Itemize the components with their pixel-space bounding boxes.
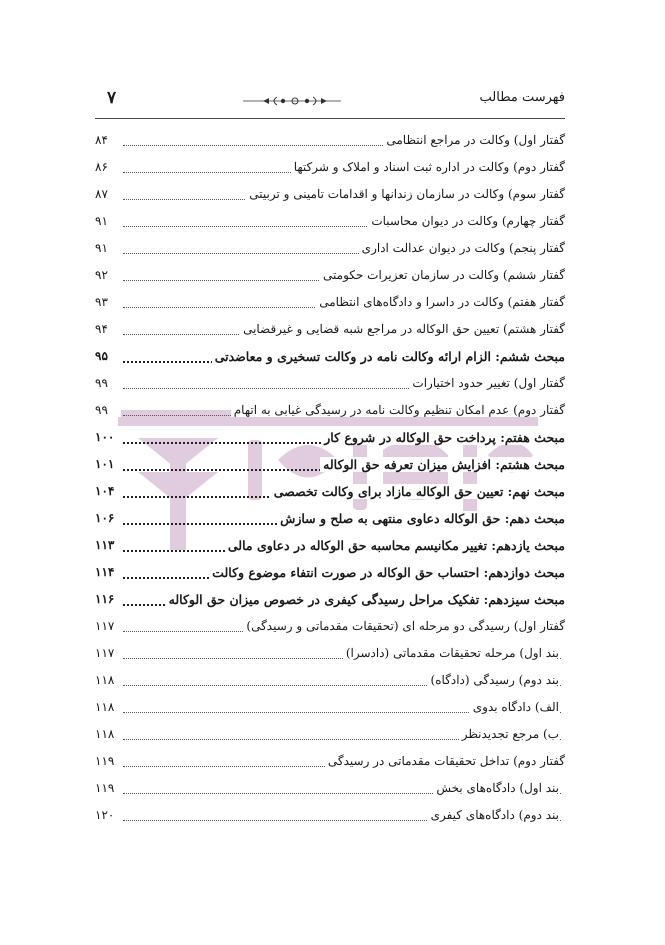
entry-title: گفتار هشتم) تعیین حق الوکاله در مراجع شبه قضایی و غیرقضایی — [240, 322, 565, 336]
entry-page-number: ۱۱۳ — [95, 538, 121, 552]
entry-title: الف) دادگاه بدوی — [470, 700, 559, 714]
header-rule — [95, 118, 565, 119]
entry-page-number: ۱۱۷ — [95, 619, 121, 633]
page-number: ۷ — [107, 88, 117, 108]
toc-entry — [95, 209, 565, 236]
entry-page-number: ۸۷ — [95, 187, 121, 201]
entry-page-number: ۱۰۱ — [95, 457, 121, 471]
page-header — [95, 88, 565, 114]
entry-title: گفتار ششم) وکالت در سازمان تعزیرات حکومتی — [320, 268, 565, 282]
toc-entry — [95, 317, 565, 344]
toc-entry — [95, 398, 565, 425]
entry-title: بند دوم) رسیدگی (دادگاه) — [428, 673, 559, 687]
toc-entry — [95, 587, 565, 614]
entry-page-number: ۱۱۹ — [95, 754, 121, 768]
toc-entry — [95, 641, 565, 668]
toc-entry — [95, 344, 565, 371]
entry-title: گفتار پنجم) وکالت در دیوان عدالت اداری — [359, 241, 565, 255]
entry-page-number: ۱۱۶ — [95, 592, 121, 606]
ornament-divider — [243, 94, 341, 108]
entry-title: گفتار اول) رسیدگی دو مرحله ای (تحقیقات مقدماتی و رسیدگی) — [243, 619, 565, 633]
table-of-contents — [95, 128, 565, 830]
entry-page-number: ۹۹ — [95, 376, 121, 390]
toc-entry — [95, 155, 565, 182]
entry-page-number: ۹۵ — [95, 349, 121, 363]
toc-entry — [95, 290, 565, 317]
toc-entry — [95, 263, 565, 290]
toc-entry — [95, 749, 565, 776]
entry-title: گفتار دوم) عدم امکان تنظیم وکالت نامه در رسیدگی غیابی به اتهام — [231, 403, 565, 417]
toc-entry — [95, 236, 565, 263]
entry-page-number: ۱۱۸ — [95, 700, 121, 714]
entry-page-number: ۱۱۹ — [95, 781, 121, 795]
toc-entry — [95, 506, 565, 533]
toc-entry — [95, 371, 565, 398]
entry-page-number: ۱۱۸ — [95, 673, 121, 687]
entry-page-number: ۹۹ — [95, 403, 121, 417]
entry-page-number: ۸۴ — [95, 133, 121, 147]
entry-page-number: ۱۱۴ — [95, 565, 121, 579]
toc-entry — [95, 668, 565, 695]
entry-title: مبحث دوازدهم: احتساب حق الوکاله در صورت انتفاء موضوع وکالت — [209, 565, 565, 580]
entry-title: مبحث نهم: تعیین حق الوکاله مازاد برای وکالت تخصصی — [271, 484, 565, 499]
entry-title: مبحث هفتم: پرداخت حق الوکاله در شروع کار — [321, 430, 565, 445]
entry-page-number: ۱۰۶ — [95, 511, 121, 525]
entry-title: بند اول) دادگاه‌های بخش — [433, 781, 559, 795]
toc-entry — [95, 182, 565, 209]
toc-entry — [95, 776, 565, 803]
entry-page-number: ۹۲ — [95, 268, 121, 282]
entry-page-number: ۱۰۴ — [95, 484, 121, 498]
entry-page-number: ۹۱ — [95, 214, 121, 228]
entry-title: مبحث ششم: الزام ارائه وکالت نامه در وکالت تسخیری و معاضدتی — [212, 349, 565, 364]
entry-page-number: ۸۶ — [95, 160, 121, 174]
entry-title: مبحث یازدهم: تغییر مکانیسم محاسبه حق الوکاله در دعاوی مالی — [225, 538, 565, 553]
entry-page-number: ۱۰۰ — [95, 430, 121, 444]
entry-title: ب) مرجع تجدیدنظر — [459, 727, 559, 741]
toc-entry — [95, 128, 565, 155]
entry-title: گفتار اول) تغییر حدود اختیارات — [409, 376, 565, 390]
toc-entry — [95, 803, 565, 830]
entry-page-number: ۱۱۷ — [95, 646, 121, 660]
entry-page-number: ۹۳ — [95, 295, 121, 309]
entry-title: گفتار هفتم) وکالت در داسرا و دادگاه‌های انتظامی — [316, 295, 565, 309]
entry-page-number: ۹۴ — [95, 322, 121, 336]
toc-entry — [95, 533, 565, 560]
entry-page-number: ۱۱۸ — [95, 727, 121, 741]
entry-title: گفتار سوم) وکالت در سازمان زندانها و اقدامات تامینی و تربیتی — [246, 187, 565, 201]
entry-title: بند اول) مرحله تحقیقات مقدماتی (دادسرا) — [343, 646, 559, 660]
entry-page-number: ۱۲۰ — [95, 808, 121, 822]
entry-page-number: ۹۱ — [95, 241, 121, 255]
toc-entry — [95, 452, 565, 479]
entry-title: گفتار دوم) تداخل تحقیقات مقدماتی در رسیدگی — [325, 754, 565, 768]
entry-title: مبحث هشتم: افزایش میزان تعرفه حق الوکاله — [320, 457, 565, 472]
entry-title: گفتار چهارم) وکالت در دیوان محاسبات — [368, 214, 565, 228]
entry-title: مبحث سیزدهم: تفکیک مراحل رسیدگی کیفری در خصوص میزان حق الوکاله — [166, 592, 565, 607]
entry-title: گفتار دوم) وکالت در اداره ثبت اسناد و املاک و شرکتها — [291, 160, 565, 174]
header-title: فهرست مطالب — [479, 90, 565, 105]
toc-entry — [95, 425, 565, 452]
entry-title: بند دوم) دادگاه‌های کیفری — [428, 808, 559, 822]
toc-entry — [95, 695, 565, 722]
toc-entry — [95, 479, 565, 506]
entry-title: گفتار اول) وکالت در مراجع انتظامی — [383, 133, 565, 147]
entry-title: مبحث دهم: حق الوکاله دعاوی منتهی به صلح و سازش — [277, 511, 565, 526]
toc-entry — [95, 722, 565, 749]
toc-entry — [95, 614, 565, 641]
toc-entry — [95, 560, 565, 587]
